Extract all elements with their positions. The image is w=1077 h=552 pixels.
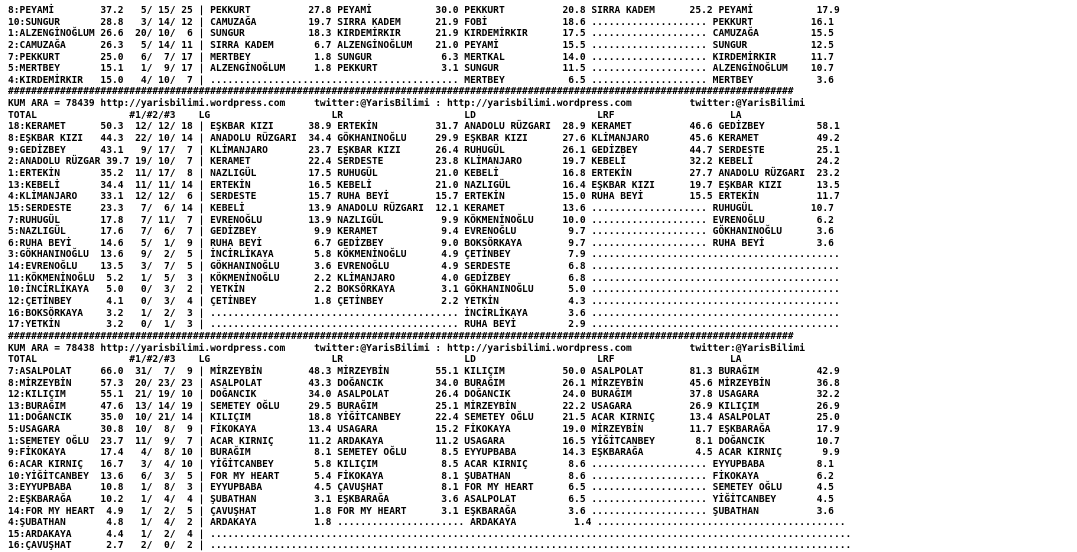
text-line: 14:FOR MY HEART 4.9 1/ 2/ 5 | ÇAVUŞHAT 1.8 FOR MY HEART 3.1 EŞKBARAĞA 3.6 .................... ŞUBATHAN 3.6	[8, 505, 834, 517]
text-line: 3:GÖKHANINOĞLU 13.6 9/ 2/ 5 | İNCİRLİKAYA 5.8 KÖKMENİNOĞLU 4.9 ÇETİNBEY 7.9 ...........................................	[8, 249, 840, 261]
text-line: 8:PEYAMİ 37.2 5/ 15/ 25 | PEKKURT 27.8 PEYAMİ 30.0 PEKKURT 20.8 SIRRA KADEM 25.2 PEYAMİ 17.9	[8, 5, 840, 16]
text-line: 5:MERTBEY 15.1 1/ 9/ 17 | ALZENGİNOĞLUM 1.8 PEKKURT 3.1 SUNGUR 11.5 .................... ALZENGİNOĞLUM 10.7	[8, 63, 834, 75]
text-line: 15:SERDESTE 23.3 7/ 6/ 14 | KEBELİ 13.9 ANADOLU RÜZGARI 12.1 KERAMET 13.6 .................... RUHUGÜL 10.7	[8, 202, 834, 214]
text-line: 7:ASALPOLAT 66.0 31/ 7/ 9 | MİRZEYBİN 48.3 MİRZEYBİN 55.1 KILIÇIM 50.0 ASALPOLAT 81.3 BURAĞIM 42.9	[8, 365, 840, 377]
text-line: 12:ÇETİNBEY 4.1 0/ 3/ 4 | ÇETİNBEY 1.8 ÇETİNBEY 2.2 YETKİN 4.3 ...........................................	[8, 296, 840, 308]
text-line: 3:EYYUPBABA 10.8 1/ 8/ 3 | EYYUPBABA 4.5 ÇAVUŞHAT 8.1 FOR MY HEART 6.5 .................... SEMETEY OĞLU 4.5	[8, 482, 834, 494]
text-line: 10:YİĞİTCANBEY 13.6 6/ 3/ 5 | FOR MY HEART 5.4 FİKOKAYA 8.1 ŞUBATHAN 8.6 .................... FİKOKAYA 6.2	[8, 470, 834, 482]
text-line: 1:SEMETEY OĞLU 23.7 11/ 9/ 7 | ACAR KIRNIÇ 11.2 ARDAKAYA 11.2 USAGARA 16.5 YİĞİTCANBEY 8.1 DOĞANCIK 10.7	[8, 435, 840, 447]
text-line: 11:KÖKMENİNOĞLU 5.2 1/ 5/ 3 | KÖKMENİNOĞLU 2.2 KLİMANJARO 4.0 GEDİZBEY 6.8 ...........................................	[8, 272, 840, 284]
text-line: 2:EŞKBARAĞA 10.2 1/ 4/ 4 | ŞUBATHAN 3.1 EŞKBARAĞA 3.6 ASALPOLAT 6.5 .................... YİĞİTCANBEY 4.5	[8, 493, 834, 505]
text-line: TOTAL #1/#2/#3 LG LR LD LRF LA	[8, 109, 742, 121]
text-line: 15:ARDAKAYA 4.4 1/ 2/ 4 | ...............................................................................................................	[8, 528, 852, 540]
text-line: 5:USAGARA 30.8 10/ 8/ 9 | FİKOKAYA 13.4 USAGARA 15.2 FİKOKAYA 19.0 MİRZEYBİN 11.7 EŞKBARAĞA 17.9	[8, 424, 840, 436]
text-line: 8:EŞKBAR KIZI 44.3 22/ 10/ 14 | ANADOLU RÜZGARI 34.4 GÖKHANINOĞLU 29.9 EŞKBAR KIZI 27.6 KLİMANJARO 45.6 KERAMET 49.2	[8, 133, 840, 145]
text-line: 14:EVRENOĞLU 13.5 3/ 7/ 5 | GÖKHANINOĞLU 3.6 EVRENOĞLU 4.9 SERDESTE 6.8 ...........................................	[8, 261, 840, 273]
text-line: 1:ALZENGİNOĞLUM 26.6 20/ 10/ 6 | SUNGUR 18.3 KIRDEMİRKIR 21.9 KIRDEMİRKIR 17.5 .................... CAMUZAĞA 15.5	[8, 28, 834, 40]
text-line: KUM ARA = 78439 http://yarisbilimi.wordpress.com twitter:@YarisBilimi : http://yarisbilimi.wordpress.com twitter:@YarisBilimi	[8, 98, 806, 110]
text-line: 2:ANADOLU RÜZGAR 39.7 19/ 10/ 7 | KERAMET 22.4 SERDESTE 23.8 KLİMANJARO 19.7 KEBELİ 32.2 KEBELİ 24.2	[8, 156, 840, 168]
text-line: 2:CAMUZAĞA 26.3 5/ 14/ 11 | SIRRA KADEM 6.7 ALZENGİNOĞLUM 21.0 PEYAMİ 15.5 .................... SUNGUR 12.5	[8, 39, 834, 51]
text-line: TOTAL #1/#2/#3 LG LR LD LRF LA	[8, 354, 742, 366]
text-line: 4:KIRDEMİRKIR 15.0 4/ 10/ 7 | ........................................... MERTBEY 6.5 .................... MERTBEY 3.6	[8, 74, 834, 86]
text-line: 7:PEKKURT 25.0 6/ 7/ 17 | MERTBEY 1.8 SUNGUR 6.3 MERTKAL 14.0 .................... KIRDEMİRKIR 11.7	[8, 51, 834, 63]
text-line: 10:SUNGUR 28.8 3/ 14/ 12 | CAMUZAĞA 19.7 SIRRA KADEM 21.9 FOBİ 18.6 .................... PEKKURT 16.1	[8, 16, 834, 28]
text-line: ########################################################################################################################################	[8, 86, 794, 98]
text-line: 12:KILIÇIM 55.1 21/ 19/ 10 | DOĞANCIK 34.0 ASALPOLAT 26.4 DOĞANCIK 24.0 BURAĞIM 37.8 USAGARA 32.2	[8, 389, 840, 401]
text-line: 13:KEBELİ 34.4 11/ 11/ 14 | ERTEKİN 16.5 KEBELİ 21.0 NAZLIGÜL 16.4 EŞKBAR KIZI 19.7 EŞKBAR KIZI 13.5	[8, 179, 840, 191]
text-line: 7:RUHUGÜL 17.8 7/ 11/ 7 | EVRENOĞLU 13.9 NAZLIGÜL 9.9 KÖKMENİNOĞLU 10.0 .................... EVRENOĞLU 6.2	[8, 214, 834, 226]
text-line: 17:YETKİN 3.2 0/ 1/ 3 | ........................................... RUHA BEYİ 2.9 ...........................................	[8, 319, 840, 331]
text-line: 4:KLİMANJARO 33.1 12/ 12/ 6 | SERDESTE 15.7 RUHA BEYİ 15.7 ERTEKİN 15.0 RUHA BEYİ 15.5 ERTEKİN 11.7	[8, 191, 840, 203]
race-statistics-text-document	[8, 5, 851, 552]
text-line: ########################################################################################################################################	[8, 330, 794, 342]
text-line: 4:ŞUBATHAN 4.8 1/ 4/ 2 | ARDAKAYA 1.8 ...................... ARDAKAYA 1.4 ...........................................	[8, 517, 846, 529]
text-line: 9:GEDİZBEY 43.1 9/ 17/ 7 | KLİMANJARO 23.7 EŞKBAR KIZI 26.4 RUHUGÜL 26.1 GEDİZBEY 44.7 SERDESTE 25.1	[8, 144, 840, 156]
text-line: 18:KERAMET 50.3 12/ 12/ 18 | EŞKBAR KIZI 38.9 ERTEKİN 31.7 ANADOLU RÜZGARI 28.9 KERAMET 46.6 GEDİZBEY 58.1	[8, 121, 840, 133]
text-line: 16:BOKSÖRKAYA 3.2 1/ 2/ 3 | ........................................... İNCİRLİKAYA 3.6 ...........................................	[8, 307, 840, 319]
text-line: 11:DOĞANCIK 35.0 10/ 21/ 14 | KILIÇIM 18.8 YİĞİTCANBEY 22.4 SEMETEY OĞLU 21.5 ACAR KIRNIÇ 13.4 ASALPOLAT 25.0	[8, 412, 840, 424]
text-line: 6:RUHA BEYİ 14.6 5/ 1/ 9 | RUHA BEYİ 6.7 GEDİZBEY 9.0 BOKSÖRKAYA 9.7 .................... RUHA BEYİ 3.6	[8, 237, 834, 249]
text-line: 5:NAZLIGÜL 17.6 7/ 6/ 7 | GEDİZBEY 9.9 KERAMET 9.4 EVRENOĞLU 9.7 .................... GÖKHANINOĞLU 3.6	[8, 226, 834, 238]
text-line: 16:ÇAVUŞHAT 2.7 2/ 0/ 2 | ...............................................................................................................	[8, 540, 852, 552]
text-line: 1:ERTEKİN 35.2 11/ 17/ 8 | NAZLIGÜL 17.5 RUHUGÜL 21.0 KEBELİ 16.8 ERTEKİN 27.7 ANADOLU RÜZGARI 23.2	[8, 167, 840, 179]
text-line: KUM ARA = 78438 http://yarisbilimi.wordpress.com twitter:@YarisBilimi : http://yarisbilimi.wordpress.com twitter:@YarisBilimi	[8, 342, 806, 354]
text-line: 9:FİKOKAYA 17.4 4/ 8/ 10 | BURAĞIM 8.1 SEMETEY OĞLU 8.5 EYYUPBABA 14.3 EŞKBARAĞA 4.5 ACAR KIRNIÇ 9.9	[8, 447, 840, 459]
text-line: 8:MİRZEYBİN 57.3 20/ 23/ 23 | ASALPOLAT 43.3 DOĞANCIK 34.0 BURAĞIM 26.1 MİRZEYBİN 45.6 MİRZEYBİN 36.8	[8, 377, 840, 389]
text-line: 6:ACAR KIRNIÇ 16.7 3/ 4/ 10 | YİĞİTCANBEY 5.8 KILIÇIM 8.5 ACAR KIRNIÇ 8.6 .................... EYYUPBABA 8.1	[8, 458, 834, 470]
text-line: 10:İNCİRLİKAYA 5.0 0/ 3/ 2 | YETKİN 2.2 BOKSÖRKAYA 3.1 GÖKHANINOĞLU 5.0 ...........................................	[8, 284, 840, 296]
text-line: 13:BURAĞIM 47.6 13/ 14/ 19 | SEMETEY OĞLU 29.5 BURAĞIM 25.1 MİRZEYBİN 22.2 USAGARA 26.9 KILIÇIM 26.9	[8, 400, 840, 412]
